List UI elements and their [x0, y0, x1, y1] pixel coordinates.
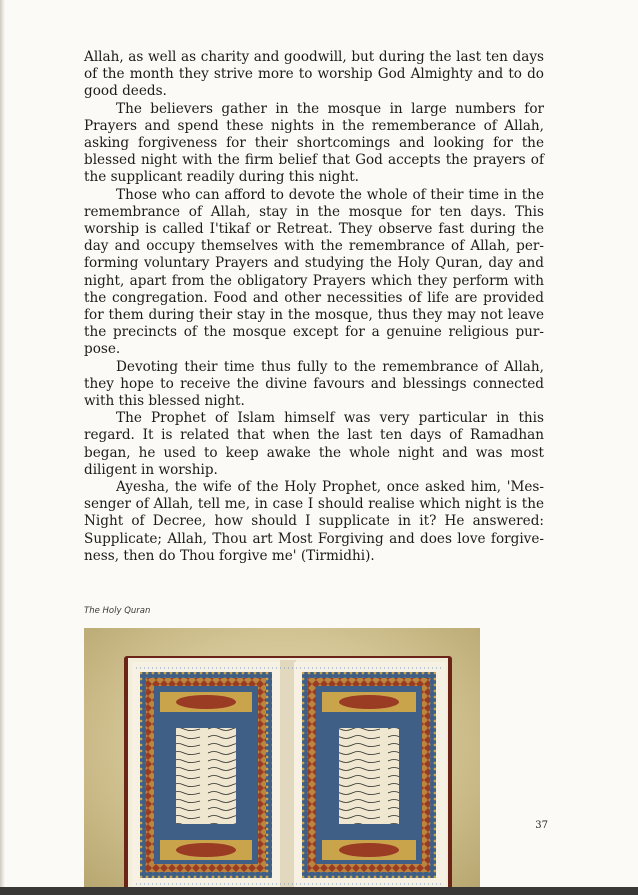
paragraph-3: Those who can afford to devote the whole of their time in the remembrance of Allah, stay in the mosque for ten days. This worship is called I'tikaf or Retreat. They observe fast during the day and occupy themselves with the remembrance of Allah, performing voluntary Prayers and studying the Holy Quran, day and night, apart from the obligatory Prayers which they perform with the congregation. Food and other necessities of life are provided for them during their stay in the mosque, thus they may not leave the precincts of the mosque except for a genuine religious purpose. — [84, 186, 544, 358]
book-gutter — [280, 660, 296, 890]
body-text — [84, 49, 544, 565]
right-page-text — [339, 728, 399, 824]
page-bottom-edge — [0, 887, 638, 895]
paragraph-5: The Prophet of Islam himself was very particular in this regard. It is related that when the last ten days of Ramadhan began, he used to keep awake the whole night and was most diligent in worship. — [84, 410, 544, 478]
left-page — [132, 662, 282, 890]
paragraph-4: Devoting their time thus fully to the remembrance of Allah, they hope to receive the divine favours and blessings connected with this blessed night. — [84, 358, 544, 410]
page-number: 37 — [535, 820, 548, 831]
right-page — [294, 662, 446, 890]
figure-caption: The Holy Quran — [84, 606, 151, 616]
paragraph-6: Ayesha, the wife of the Holy Prophet, once asked him, 'Messenger of Allah, tell me, in case I should realise which night is the Night of Decree, how should I supplicate in it? He answered: Supplicate; Allah, Thou art Most Forgiving and does love forgiveness, then do Thou forgive me' (Tirmidhi). — [84, 479, 544, 564]
paragraph-1: Allah, as well as charity and goodwill, but during the last ten days of the month they strive more to worship God Almighty and to do good deeds. — [84, 49, 544, 100]
page-left-edge — [0, 0, 5, 895]
quran-photo — [84, 628, 480, 890]
left-page-text — [176, 728, 236, 824]
paragraph-2: The believers gather in the mosque in large numbers for Prayers and spend these nights in the rememberance of Allah, asking forgiveness for their shortcomings and looking for the blessed night with the firm belief that God accepts the prayers of the supplicant readily during this night. — [84, 100, 544, 186]
open-quran-illustration — [84, 628, 480, 890]
